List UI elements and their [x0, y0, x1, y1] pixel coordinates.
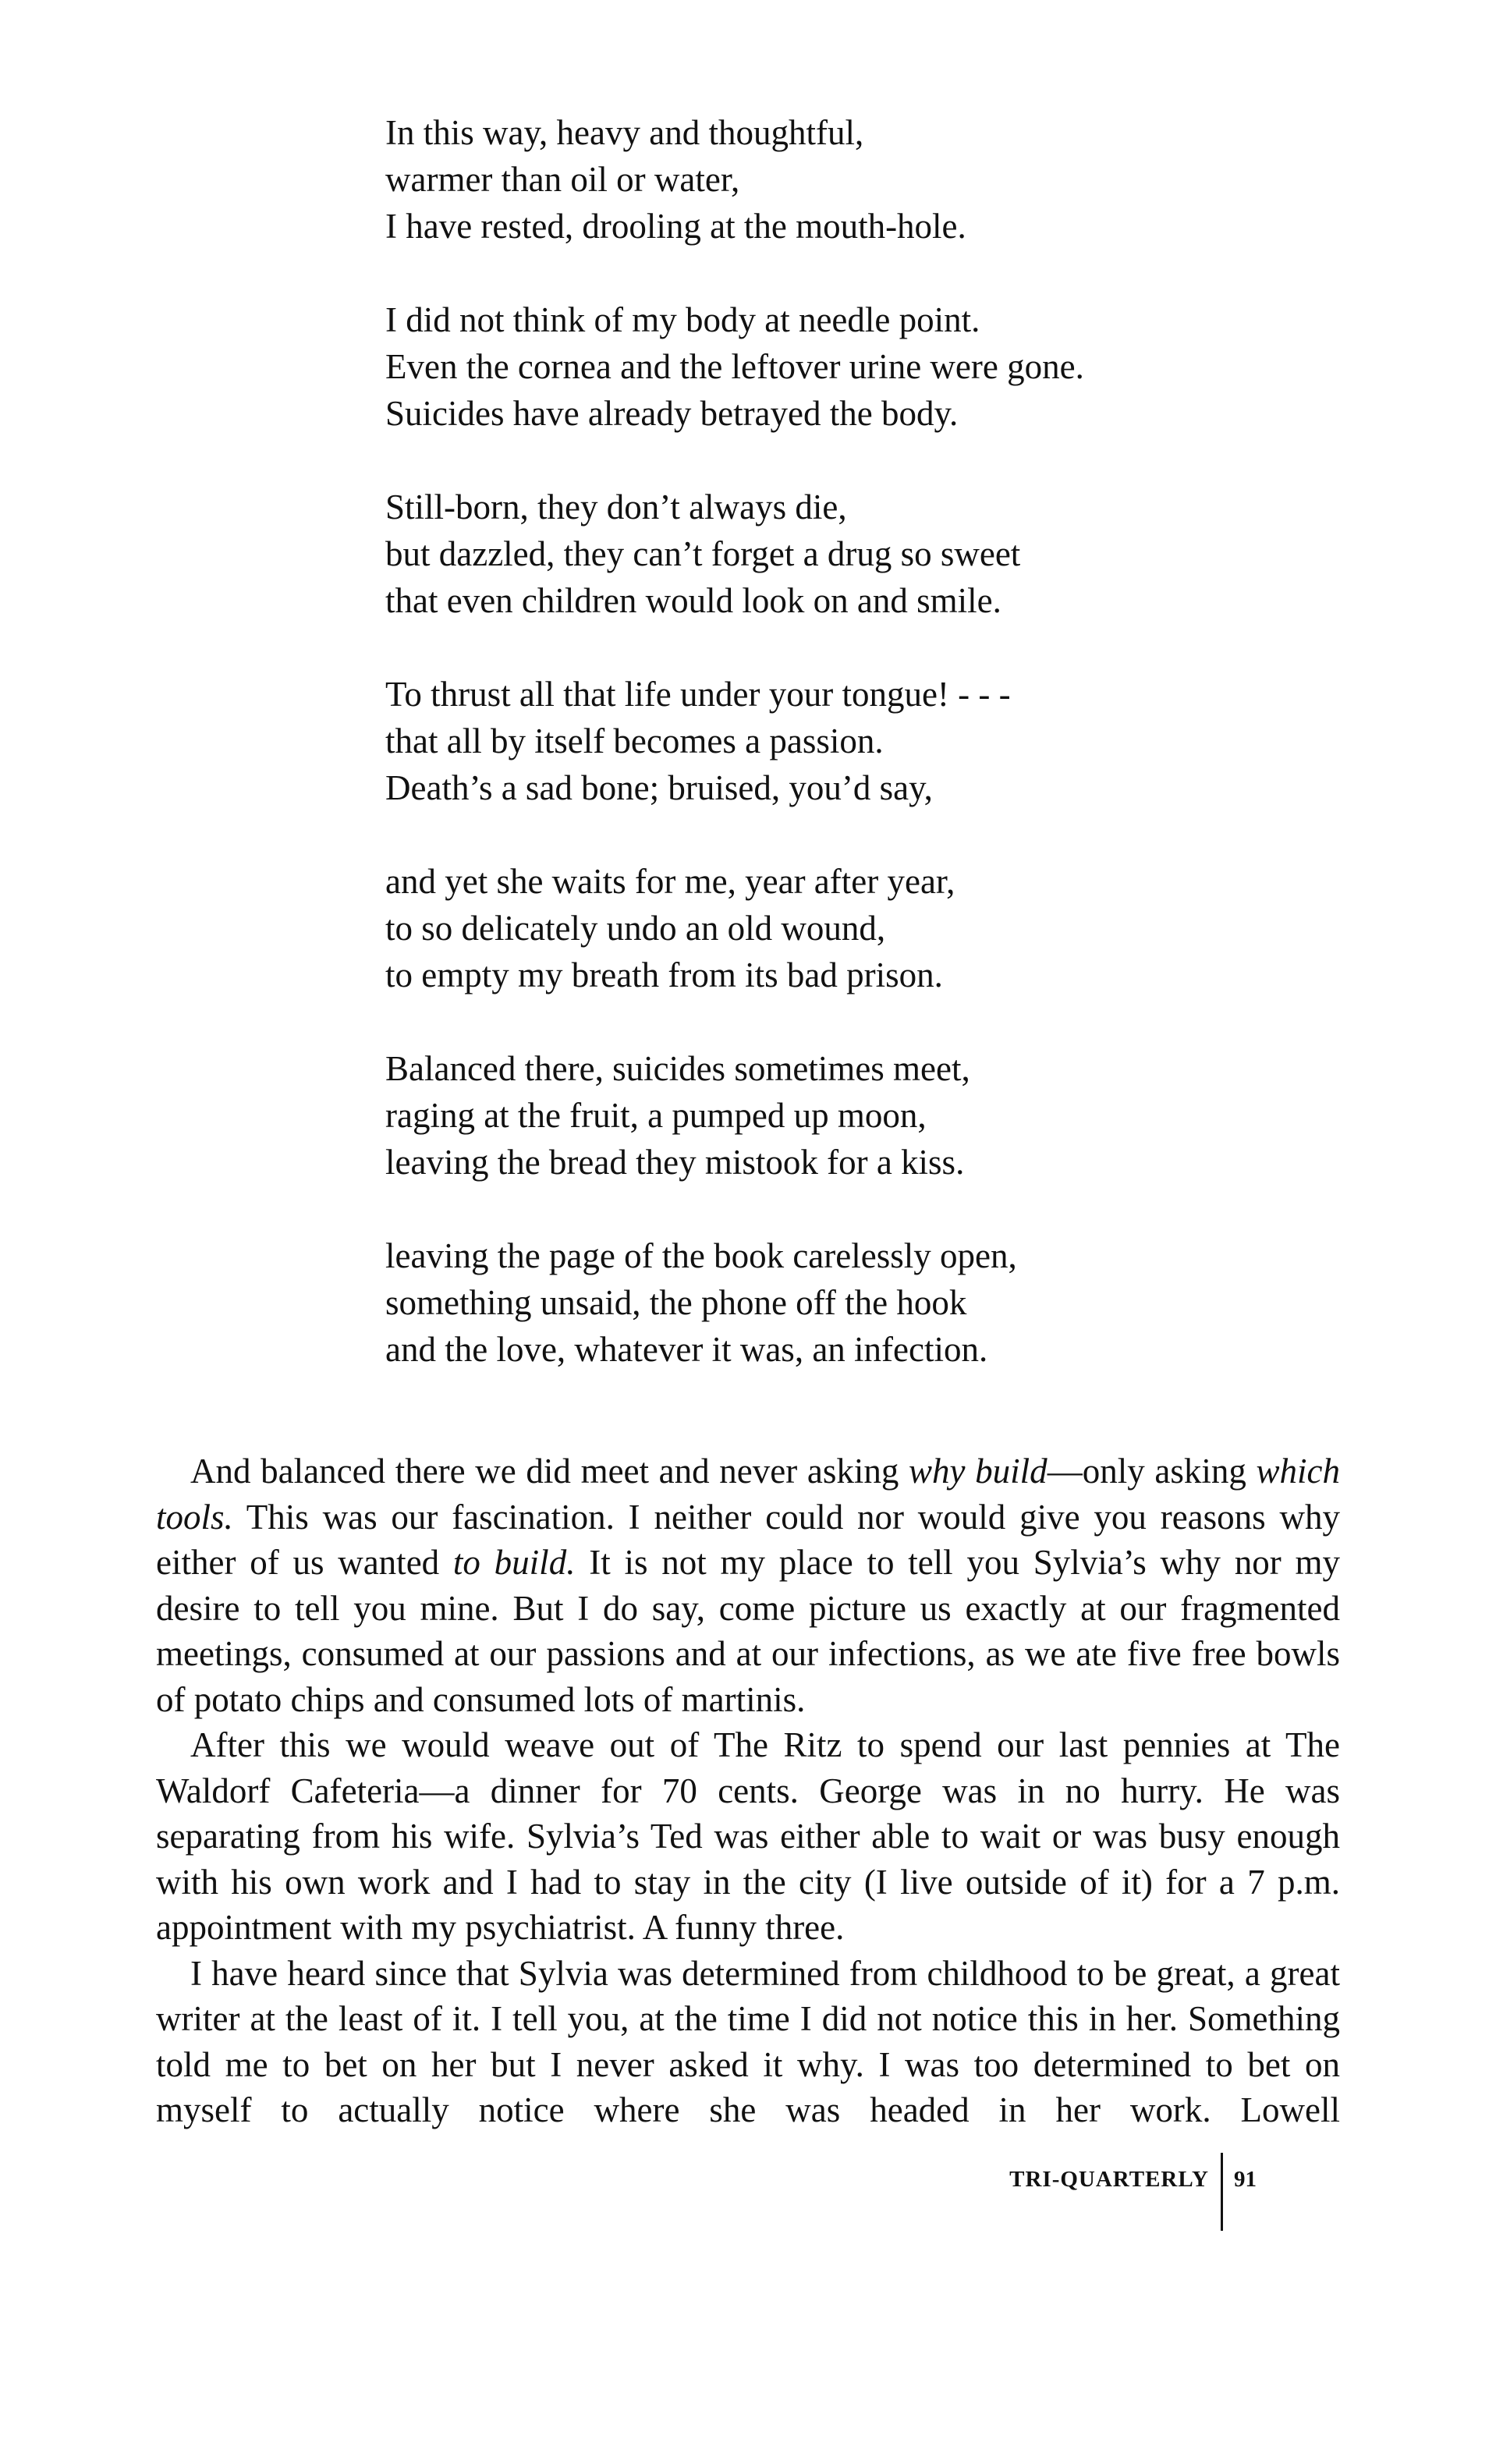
poem-line: but dazzled, they can’t forget a drug so sweet [385, 534, 1021, 573]
poem [385, 109, 1165, 1420]
poem-line: and yet she waits for me, year after year, [385, 862, 955, 901]
poem-stanza-1 [385, 109, 1165, 250]
poem-line: leaving the page of the book carelessly open, [385, 1236, 1017, 1275]
prose-body [156, 1448, 1340, 2133]
poem-line: that even children would look on and smile. [385, 581, 1001, 620]
poem-line: Balanced there, suicides sometimes meet, [385, 1049, 970, 1088]
journal-title: TRI-QUARTERLY [1009, 2167, 1209, 2192]
poem-line: raging at the fruit, a pumped up moon, [385, 1096, 927, 1135]
prose-text: —only asking [1047, 1452, 1257, 1491]
footer-divider [1221, 2153, 1223, 2231]
poem-line: to empty my breath from its bad prison. [385, 955, 943, 994]
poem-line: something unsaid, the phone off the hook [385, 1283, 967, 1322]
poem-stanza-6 [385, 1045, 1165, 1186]
poem-line: Even the cornea and the leftover urine were gone. [385, 347, 1084, 386]
poem-line: I have rested, drooling at the mouth-hole. [385, 207, 966, 246]
poem-stanza-2 [385, 296, 1165, 437]
poem-line: To thrust all that life under your tongue! - - - [385, 675, 1011, 714]
poem-line: warmer than oil or water, [385, 160, 740, 199]
poem-line: to so delicately undo an old wound, [385, 909, 886, 948]
page-footer [998, 2153, 1310, 2231]
poem-line: Suicides have already betrayed the body. [385, 394, 959, 433]
prose-italic: why build [909, 1452, 1048, 1491]
prose-italic: to build. [452, 1543, 576, 1582]
poem-stanza-3 [385, 484, 1165, 624]
prose-text: This was our fascination. I neither could nor would give you reasons why either of us wanted [156, 1497, 1340, 1582]
poem-line: Still-born, they don’t always die, [385, 487, 847, 526]
page-number: 91 [1234, 2167, 1257, 2192]
poem-line: that all by itself becomes a passion. [385, 721, 884, 760]
poem-stanza-5 [385, 858, 1165, 998]
prose-text: It is not my place to tell you Sylvia’s why nor my desire to tell you mine. But I do say, come picture us exactly at our fragmented meetings, consumed at our passions and at our infections, as we ate five free bowls of potato chips and consumed lots of martinis. [156, 1543, 1340, 1719]
prose-paragraph-2: After this we would weave out of The Ritz to spend our last pennies at The Waldorf Cafeteria—a dinner for 70 cents. George was in no hurry. He was separating from his wife. Sylvia’s Ted was either able to wait or was busy enough with his own work and I had to stay in the city (I live outside of it) for a 7 p.m. appointment with my psychiatrist. A funny three. [156, 1725, 1340, 1947]
poem-stanza-4 [385, 671, 1165, 811]
prose-italic: which tools. [156, 1452, 1340, 1537]
poem-line: In this way, heavy and thoughtful, [385, 113, 864, 152]
poem-line: I did not think of my body at needle point. [385, 300, 980, 339]
prose-paragraph-1 [156, 1448, 1340, 1722]
poem-stanza-7 [385, 1232, 1165, 1373]
poem-line: Death’s a sad bone; bruised, you’d say, [385, 768, 933, 807]
prose-paragraph-3: I have heard since that Sylvia was determined from childhood to be great, a great writer at the least of it. I tell you, at the time I did not notice this in her. Something told me to bet on her but I never asked it why. I was too determined to bet on myself to actually notice where she was headed in her work. Lowell [156, 1953, 1340, 2129]
poem-line: leaving the bread they mistook for a kiss. [385, 1143, 965, 1182]
poem-line: and the love, whatever it was, an infection. [385, 1330, 988, 1369]
prose-text: And balanced there we did meet and never asking [190, 1452, 909, 1491]
